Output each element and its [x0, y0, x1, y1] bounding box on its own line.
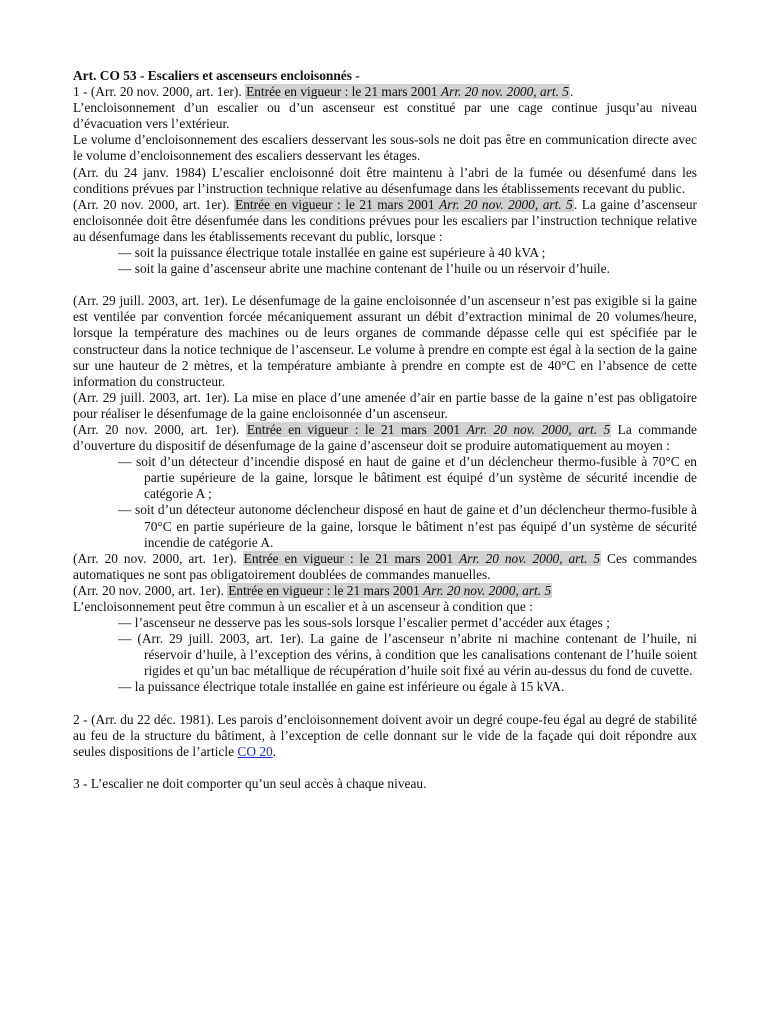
section-3: 3 - L’escalier ne doit comporter qu’un seul accès à chaque niveau.: [73, 775, 427, 791]
article-title: Art. CO 53 - Escaliers et ascenseurs encloisonnés -: [73, 68, 360, 83]
paragraph-text: La commande d’ouverture du dispositif de désenfumage de la gaine d’ascenseur doit se produire automatiquement au moyen :: [73, 421, 697, 454]
list-item: — la puissance électrique totale installée en gaine est inférieure ou égale à 15 kVA.: [118, 679, 565, 695]
paragraph: [73, 583, 697, 599]
entry-ref: Arr. 20 nov. 2000, art. 5: [466, 421, 611, 437]
entry-highlight: [227, 583, 552, 598]
entry-text: Entrée en vigueur : le 21 mars 2001: [235, 196, 440, 212]
list-item: — soit la puissance électrique totale installée en gaine est supérieure à 40 kVA ;: [118, 245, 546, 261]
paragraph: L’encloisonnement peut être commun à un escalier et à un ascenseur à condition que :: [73, 599, 533, 614]
paragraph: [73, 551, 697, 583]
paragraph-text: 2 - (Arr. du 22 déc. 1981). Les parois d’encloisonnement doivent avoir un degré coupe-feu égal au degré de stabilité au feu de la structure du bâtiment, à l’exception de celle donnant sur le vide de la façade qui doit répondre aux seules dispositions de l’article: [73, 711, 697, 759]
list-item: — soit d’un détecteur autonome déclencheur disposé en haut de gaine et d’un déclencheur thermo-fusible à 70°C en partie supérieure de la gaine, lorsque le bâtiment n’est pas équipé d’un système de sécurité incendie de catégorie A.: [118, 502, 697, 550]
section-1-intro: [73, 84, 697, 100]
amendment-ref: (Arr. 20 nov. 2000, art. 1er).: [73, 582, 228, 598]
entry-text: Entrée en vigueur : le 21 mars 2001: [246, 84, 441, 100]
entry-highlight: [234, 197, 574, 212]
entry-text: Entrée en vigueur : le 21 mars 2001: [243, 550, 460, 566]
paragraph: Le volume d’encloisonnement des escaliers desservant les sous-sols ne doit pas être en communication directe avec le volume d’encloisonnement des escaliers desservant les étages.: [73, 132, 697, 164]
paragraph: L’encloisonnement d’un escalier ou d’un ascenseur est constitué par une cage continue jusqu’au niveau d’évacuation vers l’extérieur.: [73, 100, 697, 132]
paragraph: (Arr. du 24 janv. 1984) L’escalier encloisonné doit être maintenu à l’abri de la fumée ou désenfumé dans les conditions prévues par l’instruction technique relative au désenfumage dans les établissements recevant du public.: [73, 164, 697, 196]
paragraph: [73, 197, 697, 245]
punct: .: [570, 84, 574, 100]
entry-text: Entrée en vigueur : le 21 mars 2001: [246, 421, 467, 437]
document-page: [73, 68, 697, 792]
section-2: [73, 712, 697, 760]
list-item: — (Arr. 29 juill. 2003, art. 1er). La gaine de l’ascenseur n’abrite ni machine contenant de l’huile, ni réservoir d’huile, à l’exception des vérins, à condition que les canalisations contenant de l’huile soient rigides et qu’un bac métallique de récupération d’huile soit fixé au vérin au-dessus du fond de cuvette.: [118, 631, 697, 679]
amendment-ref: (Arr. 20 nov. 2000, art. 1er).: [73, 196, 235, 212]
paragraph: (Arr. 29 juill. 2003, art. 1er). La mise en place d’une amenée d’air en partie basse de la gaine n’est pas obligatoire pour réaliser le désenfumage de la gaine encloisonnée d’un ascenseur.: [73, 389, 697, 421]
amendment-ref: 1 - (Arr. 20 nov. 2000, art. 1er).: [73, 84, 246, 100]
entry-ref: Arr. 20 nov. 2000, art. 5: [440, 84, 570, 100]
amendment-ref: (Arr. 20 nov. 2000, art. 1er).: [73, 421, 246, 437]
entry-highlight: [246, 422, 611, 437]
paragraph: [73, 422, 697, 454]
entry-highlight: [243, 551, 601, 566]
punct: .: [272, 743, 277, 759]
entry-ref: Arr. 20 nov. 2000, art. 5: [439, 196, 573, 212]
list-item: — soit d’un détecteur d’incendie disposé en haut de gaine et d’un déclencheur thermo-fusible à 70°C en partie supérieure de la gaine, lorsque le bâtiment est équipé d’un système de sécurité incendie de catégorie A ;: [118, 454, 697, 502]
paragraph-text: . La gaine d’ascenseur encloisonnée doit être désenfumée dans les conditions prévues pour les escaliers par l’instruction technique relative au désenfumage dans les établissements recevant du public, lorsque :: [73, 196, 697, 244]
paragraph-text: Ces commandes automatiques ne sont pas obligatoirement doublées de commandes manuelles.: [73, 550, 697, 582]
entry-text: Entrée en vigueur : le 21 mars 2001: [228, 582, 424, 598]
list-item: — l’ascenseur ne desserve pas les sous-sols lorsque l’escalier permet d’accéder aux étages ;: [118, 615, 610, 631]
entry-ref: Arr. 20 nov. 2000, art. 5: [423, 582, 552, 598]
paragraph: (Arr. 29 juill. 2003, art. 1er). Le désenfumage de la gaine encloisonnée d’un ascenseur n’est pas exigible si la gaine est ventilée par convention forcée mécaniquement assurant un débit d’extraction minimal de 20 volumes/heure, lorsque la température des machines ou de leurs organes de commande dépasse celle qui est spécifiée par le constructeur dans la notice technique de l’ascenseur. Le volume à prendre en compte est égal à la section de la gaine sur une hauteur de 2 mètres, et la température ambiante à prendre en compte est de 40°C en l’absence de cette information du constructeur.: [73, 293, 697, 389]
article-co20-link[interactable]: CO 20: [237, 743, 273, 759]
amendment-ref: (Arr. 20 nov. 2000, art. 1er).: [73, 550, 243, 566]
entry-ref: Arr. 20 nov. 2000, art. 5: [459, 550, 601, 566]
entry-highlight: [245, 84, 570, 99]
list-item: — soit la gaine d’ascenseur abrite une machine contenant de l’huile ou un réservoir d’huile.: [118, 261, 610, 277]
